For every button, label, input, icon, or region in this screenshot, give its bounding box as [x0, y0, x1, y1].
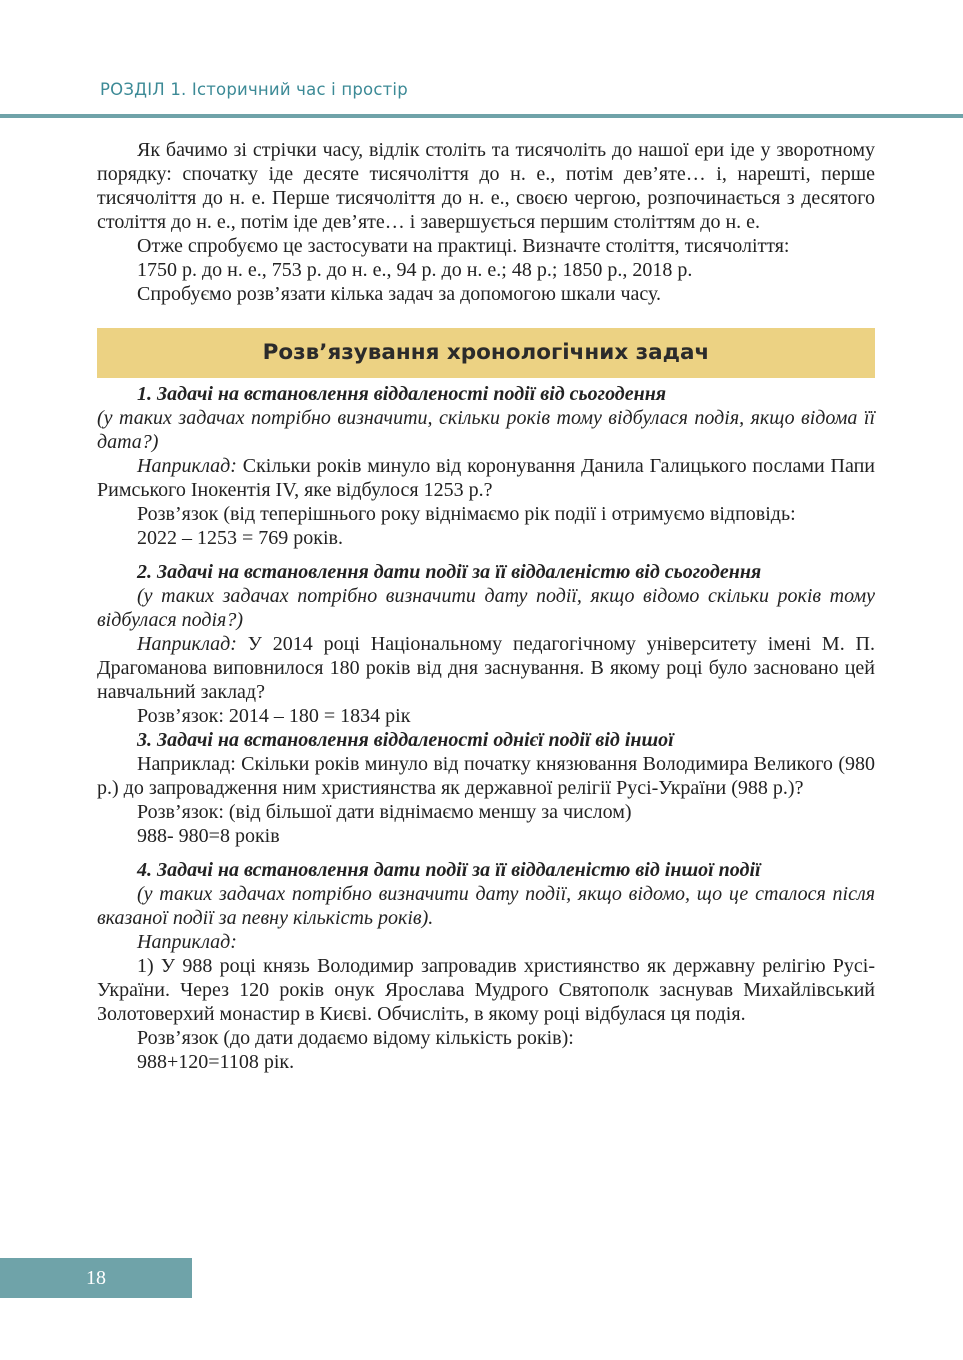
dates-list: 1750 р. до н. е., 753 р. до н. е., 94 р. до н. е.; 48 р.; 1850 р., 2018 р.	[137, 259, 693, 281]
section-header: РОЗДІЛ 1. Історичний час і простір	[100, 80, 408, 99]
task1-note: (у таких задачах потрібно визначити, скільки років тому відбулася подія, якщо відома її дата?)	[97, 407, 875, 453]
task1-heading: 1. Задачі на встановлення віддаленості події від сьогодення	[137, 383, 667, 405]
task4-example-label: Наприклад:	[137, 931, 237, 953]
task2-solution: Розв’язок: 2014 – 180 = 1834 рік	[137, 705, 411, 727]
task2-example	[97, 632, 875, 704]
section-banner	[97, 328, 875, 378]
task4-solution: Розв’язок (до дати додаємо відому кількість років):	[137, 1027, 574, 1049]
intro-paragraph: Як бачимо зі стрічки часу, відлік століть та тисячоліть до нашої ери іде у зворотному порядку: спочатку іде десяте тисячоліття до н. е., потім дев’яте… і, нарешті, перше тисячоліття до н. е. Перше тисячоліття до н. е., своєю чергою, розпочинається з десятого століття до н. е., потім іде дев’яте… і завершується першим століттям до н. е.	[97, 139, 875, 233]
task1-solution: Розв’язок (від теперішнього року віднімаємо рік події і отримуємо відповідь:	[137, 503, 796, 525]
task1-answer: 2022 – 1253 = 769 років.	[137, 527, 343, 549]
practice-paragraph: Отже спробуємо це застосувати на практиці. Визначте століття, тисячоліття:	[137, 235, 790, 257]
task2-example-text: У 2014 році Національному педагогічному університету імені М. П. Драгоманова виповнилося 180 років від дня заснування. В якому році було засновано цей навчальний заклад?	[97, 633, 875, 703]
task1-example	[97, 454, 875, 502]
task3-heading: 3. Задачі на встановлення віддаленості однієї події від іншої	[137, 729, 674, 751]
task3-solution: Розв’язок: (від більшої дати віднімаємо меншу за числом)	[137, 801, 632, 823]
page-number: 18	[0, 1258, 192, 1298]
banner-title: Розв’язування хронологічних задач	[262, 340, 710, 365]
task2-heading: 2. Задачі на встановлення дати події за її віддаленістю від сьогодення	[137, 561, 762, 583]
task4-note: (у таких задачах потрібно визначити дату події, якщо відомо, що це сталося після вказаної події за певну кількість років).	[97, 883, 875, 929]
task3-answer: 988- 980=8 років	[137, 825, 280, 847]
task4-answer: 988+120=1108 рік.	[137, 1051, 295, 1073]
task2-example-label: Наприклад:	[137, 633, 237, 655]
timeline-paragraph: Спробуємо розв’язати кілька задач за допомогою шкали часу.	[137, 283, 662, 305]
task2-note: (у таких задачах потрібно визначити дату події, якщо відомо скільки років тому відбулася подія?)	[97, 585, 875, 631]
task3-example: Наприклад: Скільки років минуло від початку князювання Володимира Великого (980 р.) до запровадження ним християнства як державної релігії Русі-України (988 р.)?	[97, 753, 875, 799]
page-content	[97, 138, 875, 1074]
header-divider	[0, 114, 963, 118]
task1-example-label: Наприклад:	[137, 455, 237, 477]
task4-heading: 4. Задачі на встановлення дати події за її віддаленістю від іншої події	[137, 859, 761, 881]
task1-example-text: Скільки років минуло від коронування Данила Галицького послами Папи Римського Інокентія IV, яке відбулося 1253 р.?	[97, 455, 875, 501]
task4-example-text: 1) У 988 році князь Володимир запровадив християнство як державну релігію Русі-України. Через 120 років онук Ярослава Мудрого Святополк заснував Михайлівський Золотоверхий монастир в Києві. Обчисліть, в якому році відбулася ця подія.	[97, 955, 875, 1025]
